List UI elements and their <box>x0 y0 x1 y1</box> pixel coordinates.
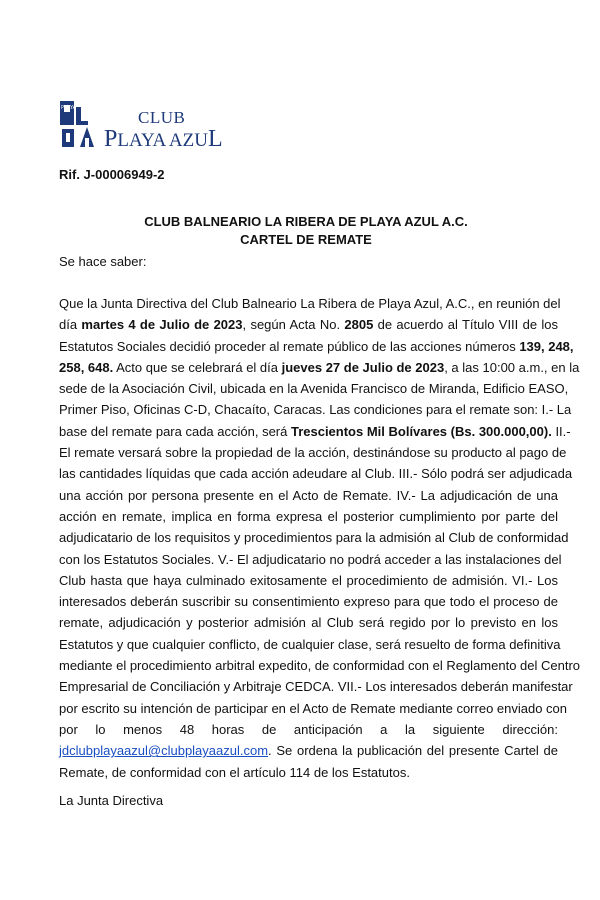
body-line <box>59 485 558 506</box>
body-line <box>59 442 567 463</box>
body-line <box>59 719 558 740</box>
body-text: por lo menos 48 horas de anticipación a la siguiente dirección: <box>59 721 558 737</box>
body-line <box>59 570 558 591</box>
body-line <box>59 378 569 399</box>
body-line <box>59 634 561 655</box>
body-line <box>59 698 568 719</box>
logo-mark-text: PLAYA <box>61 105 77 111</box>
body-text: interesados deberán suscribir su consentimiento expreso para que todo el proceso de <box>59 594 558 610</box>
body-text: . Se ordena la publicación del presente Cartel de <box>268 743 558 759</box>
body-text: mediante el procedimiento arbitral expedito, de conformidad con el Reglamento del Centro <box>59 658 581 674</box>
body-text: , a las 10:00 a.m., en la <box>444 359 580 375</box>
body-text: Club hasta que haya culminado exitosamente el procedimiento de admisión. VI.- Los <box>59 572 558 588</box>
logo-name-text <box>104 126 223 153</box>
body-line <box>59 676 573 697</box>
signature: La Junta Directiva <box>59 793 164 808</box>
body-text: Que la Junta Directiva del Club Balneario La Ribera de Playa Azul, A.C., en reunión del <box>59 296 561 311</box>
body-text: con los Estatutos Sociales. V.- El adjudicatario no podrá acceder a las instalaciones del <box>59 551 562 567</box>
body-line <box>59 293 561 314</box>
body-text: por escrito su intención de participar en el Acto de Remate mediante correo enviado con <box>59 700 568 716</box>
body-line <box>59 336 574 357</box>
body-text: Empresarial de Conciliación y Arbitraje CEDCA. VII.- Los interesados deberán manifestar <box>59 679 573 695</box>
body-line <box>59 612 558 633</box>
body-text: , según Acta No. <box>242 317 345 333</box>
body-text: II.- <box>551 423 571 439</box>
body-line <box>59 740 558 761</box>
bold-text: jueves 27 de Julio de 2023 <box>281 359 445 375</box>
logo-name-initial: P <box>104 126 118 152</box>
body-text: Acto que se celebrará el día <box>113 359 282 375</box>
body-text: de acuerdo al Título VIII de los <box>373 317 559 333</box>
body-text: Estatutos y que cualquier conflicto, de cualquier clase, será resuelto de forma definitiva <box>59 636 561 652</box>
logo-name-middle: LAYA AZU <box>117 130 208 151</box>
bold-text: martes 4 de Julio de 2023 <box>81 317 243 333</box>
notice-body <box>59 293 581 783</box>
body-text: acción en remate, implica en forma expresa el posterior cumplimiento por parte del <box>59 508 558 524</box>
body-line <box>59 506 558 527</box>
body-text: sede de la Asociación Civil, ubicada en la Avenida Francisco de Miranda, Edificio EASO, <box>59 381 569 397</box>
body-text: Primer Piso, Oficinas C-D, Chacaíto, Caracas. Las condiciones para el remate son: I.- La <box>59 402 572 418</box>
body-line <box>59 357 580 378</box>
body-text: Estatutos Sociales decidió proceder al remate público de las acciones números <box>59 338 520 354</box>
body-text: adjudicatario de los requisitos y procedimientos para la admisión al Club de conformidad <box>59 530 569 546</box>
body-line <box>59 549 562 570</box>
body-line <box>59 655 581 676</box>
body-line <box>59 527 569 548</box>
document-subheading: CARTEL DE REMATE <box>240 232 372 247</box>
body-line <box>59 762 558 783</box>
bold-text: Trescientos Mil Bolívares (Bs. 300.000,00). <box>290 423 552 439</box>
body-line <box>59 421 571 442</box>
logo-club-text: CLUB <box>138 108 186 127</box>
bold-text: 258, 648. <box>59 359 114 375</box>
document-heading: CLUB BALNEARIO LA RIBERA DE PLAYA AZUL A.C. <box>144 214 468 229</box>
body-text: remate, adjudicación y posterior admisión al Club será regido por lo previsto en los <box>59 615 558 631</box>
body-text: El remate versará sobre la propiedad de la acción, destinándose su producto al pago de <box>59 445 567 461</box>
body-text: las cantidades líquidas que cada acción adeudare al Club. III.- Sólo podrá ser adjudicada <box>59 466 573 482</box>
body-text: Remate, de conformidad con el artículo 114 de los Estatutos. <box>59 764 410 780</box>
club-logo <box>58 99 223 152</box>
logo-name-final: L <box>207 126 223 152</box>
bold-text: 2805 <box>344 317 374 333</box>
bold-text: 139, 248, <box>519 338 574 354</box>
email-link[interactable]: jdclubplayaazul@clubplayaazul.com <box>59 743 269 759</box>
body-line <box>59 399 572 420</box>
body-text: día <box>59 317 82 333</box>
body-text: una acción por persona presente en el Acto de Remate. IV.- La adjudicación de una <box>59 487 558 503</box>
body-text: base del remate para cada acción, será <box>59 423 291 439</box>
body-line <box>59 591 558 612</box>
body-line <box>59 463 573 484</box>
body-line <box>59 314 558 335</box>
intro-text: Se hace saber: <box>59 254 147 269</box>
rif-number: Rif. J-00006949-2 <box>59 167 165 182</box>
club-logo-mark-icon <box>58 99 100 149</box>
